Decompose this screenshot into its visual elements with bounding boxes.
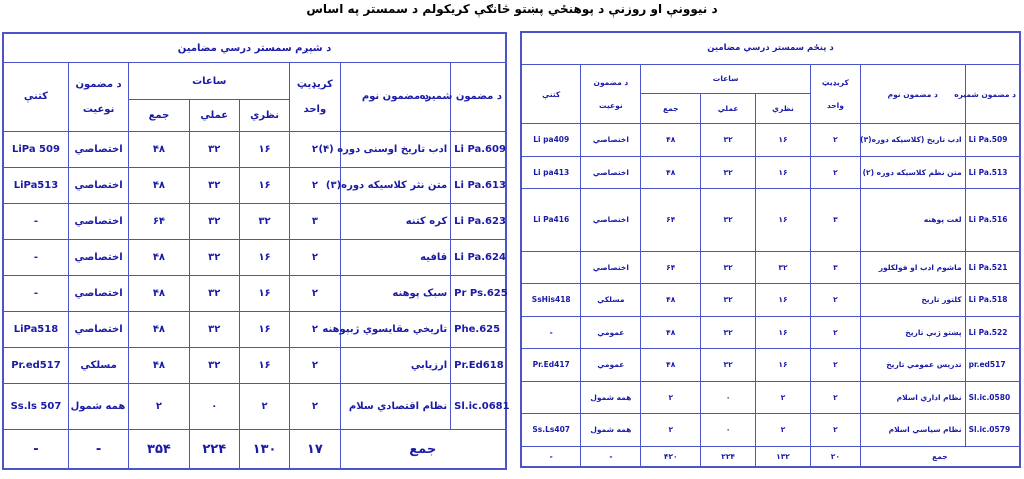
total-label: جمع: [340, 430, 506, 469]
total-label: جمع: [860, 446, 1020, 467]
course-theory: ۱۶: [756, 189, 811, 252]
course-remark: Pr.Ed417: [521, 349, 581, 381]
course-sum: ۲: [641, 381, 701, 413]
course-remark: Li pa413: [521, 156, 581, 188]
semester6-table: [2, 32, 510, 470]
course-row: [521, 124, 1020, 156]
course-remark: Li Pa416: [521, 189, 581, 252]
header-type: [68, 63, 128, 132]
course-credit: ۲: [810, 156, 860, 188]
course-type: عمومي: [581, 349, 641, 381]
course-remark: -: [3, 203, 68, 239]
course-name: تدریس عمومي تاریخ: [860, 349, 965, 381]
course-credit: ۲: [810, 414, 860, 447]
course-code: Phe.625: [451, 312, 506, 348]
course-remark: Ss.ls 507: [3, 384, 68, 430]
course-name: کره کتنه: [340, 203, 451, 239]
course-row: [521, 381, 1020, 413]
course-row: [521, 414, 1020, 447]
course-theory: ۱۶: [239, 131, 289, 167]
course-type: عمومي: [581, 316, 641, 348]
course-practical: ۳۲: [189, 203, 239, 239]
course-type: همه شمول: [581, 414, 641, 447]
total-practical: ۲۲۴: [189, 430, 239, 469]
course-practical: ۳۲: [701, 349, 756, 381]
course-remark: [521, 381, 581, 413]
course-code: Li Pa.513: [965, 156, 1020, 188]
course-theory: ۱۶: [756, 349, 811, 381]
course-name: ادب تاریخ اوسنی دوره (۴): [340, 131, 451, 167]
course-sum: ۶۴: [641, 189, 701, 252]
course-name: پښتو ژبې تاریخ: [860, 316, 965, 348]
course-code: Li Pa.609: [451, 131, 506, 167]
semester6-body: [3, 131, 510, 429]
header-credit-line2: واحد: [303, 103, 327, 115]
course-remark: SsHis418: [521, 284, 581, 316]
header-hours: ساعات: [641, 64, 811, 93]
header-remark: کتنې: [3, 63, 68, 132]
course-name: متن نظم کلاسیکه دوره (۲): [860, 156, 965, 188]
course-type: اختصاصي: [581, 124, 641, 156]
course-theory: ۱۶: [239, 348, 289, 384]
course-practical: ۳۲: [701, 189, 756, 252]
course-credit: ۲: [290, 348, 340, 384]
total-theory: ۱۳۰: [239, 430, 289, 469]
header-credit-line2: واحد: [826, 101, 844, 111]
course-credit: ۳: [810, 189, 860, 252]
course-remark: -: [521, 316, 581, 348]
course-remark: Li pa409: [521, 124, 581, 156]
course-theory: ۱۶: [756, 156, 811, 188]
course-remark: -: [3, 276, 68, 312]
course-theory: ۱۶: [756, 316, 811, 348]
header-credit: [810, 64, 860, 123]
course-theory: ۲: [756, 381, 811, 413]
course-name: تاریخي مقایسوي ژبپوهنه: [340, 312, 451, 348]
course-name: ادب تاریخ (کلاسیکه دوره(۳): [860, 124, 965, 156]
total-sum: ۳۵۴: [129, 430, 189, 469]
course-name: سبک پوهنه: [340, 276, 451, 312]
course-credit: ۲: [810, 349, 860, 381]
semester5-table: [520, 31, 1021, 468]
course-practical: ۰: [189, 384, 239, 430]
course-row: [3, 239, 506, 275]
course-theory: ۱۶: [239, 276, 289, 312]
course-name: نظام سیاسي اسلام: [860, 414, 965, 447]
header-sum: جمع: [129, 100, 189, 132]
course-sum: ۴۸: [129, 276, 189, 312]
course-name: ماشوم ادب او فولکلور: [860, 251, 965, 283]
header-code: د مضمون شمیره: [451, 63, 506, 132]
course-practical: ۳۲: [701, 156, 756, 188]
course-sum: ۴۸: [641, 349, 701, 381]
course-code: Li Pa.521: [965, 251, 1020, 283]
course-code: Sl.ic.0681: [451, 384, 506, 430]
course-type: اختصاصي: [68, 239, 128, 275]
header-credit: [290, 63, 340, 132]
semester6-total-row: [3, 430, 506, 469]
course-row: [3, 167, 506, 203]
course-sum: ۴۸: [641, 316, 701, 348]
header-practical: عملي: [701, 93, 756, 123]
course-remark: Pr.ed517: [3, 348, 68, 384]
course-code: Li Pa.518: [965, 284, 1020, 316]
course-type: مسلکي: [68, 348, 128, 384]
course-theory: ۳۲: [239, 203, 289, 239]
course-theory: ۲: [239, 384, 289, 430]
total-credit: ۲۰: [810, 446, 860, 467]
course-type: همه شمول: [581, 381, 641, 413]
course-remark: -: [3, 239, 68, 275]
total-theory: ۱۳۲: [756, 446, 811, 467]
header-theory: نظري: [756, 93, 811, 123]
course-name: نظام اقتصادي سلام: [340, 384, 451, 430]
course-name: متن نثر کلاسیکه دوره(۳): [340, 167, 451, 203]
course-theory: ۱۶: [756, 124, 811, 156]
header-remark: کتنې: [521, 64, 581, 123]
semester5-total-row: [521, 446, 1020, 467]
course-credit: ۲: [290, 239, 340, 275]
course-code: Li Pa.624: [451, 239, 506, 275]
course-row: [521, 189, 1020, 252]
course-remark: LiPa518: [3, 312, 68, 348]
course-row: [521, 251, 1020, 283]
course-credit: ۲: [810, 381, 860, 413]
course-code: pr.ed517: [965, 349, 1020, 381]
course-sum: ۴۸: [129, 348, 189, 384]
semester6-title: د شپږم سمستر درسي مضامین: [3, 33, 506, 63]
course-theory: ۳۲: [756, 251, 811, 283]
course-credit: ۲: [290, 312, 340, 348]
course-name: قافیه: [340, 239, 451, 275]
header-name: د مضمون نوم: [340, 63, 451, 132]
course-code: Pr Ps.625: [451, 276, 506, 312]
header-type-line2: نوعیت: [82, 103, 115, 115]
total-credit: ۱۷: [290, 430, 340, 469]
course-remark: Ss.Ls407: [521, 414, 581, 447]
course-theory: ۱۶: [756, 284, 811, 316]
course-practical: ۳۲: [189, 131, 239, 167]
course-credit: ۲: [810, 316, 860, 348]
course-code: Li Pa.623: [451, 203, 506, 239]
course-type: اختصاصي: [581, 251, 641, 283]
course-row: [521, 316, 1020, 348]
course-practical: ۳۲: [701, 124, 756, 156]
course-name: لغت پوهنه: [860, 189, 965, 252]
course-credit: ۲: [810, 124, 860, 156]
semester5-title: د پنځم سمستر درسي مضامین: [521, 32, 1020, 64]
course-type: اختصاصي: [68, 167, 128, 203]
course-sum: ۲: [129, 384, 189, 430]
course-sum: ۲: [641, 414, 701, 447]
header-type-line2: نوعیت: [599, 101, 623, 111]
course-row: [521, 284, 1020, 316]
course-code: Li Pa.509: [965, 124, 1020, 156]
course-credit: ۳: [290, 203, 340, 239]
course-remark: LiPa513: [3, 167, 68, 203]
course-code: Li Pa.522: [965, 316, 1020, 348]
course-theory: ۱۶: [239, 239, 289, 275]
course-code: Sl.ic.0580: [965, 381, 1020, 413]
course-code: Pr.Ed618: [451, 348, 506, 384]
course-row: [3, 312, 506, 348]
course-type: اختصاصي: [68, 203, 128, 239]
course-practical: ۰: [701, 414, 756, 447]
header-credit-line1: کریډیټ: [821, 78, 849, 88]
course-credit: ۲: [810, 284, 860, 316]
course-credit: ۲: [290, 167, 340, 203]
course-practical: ۳۲: [189, 167, 239, 203]
course-practical: ۳۲: [701, 284, 756, 316]
course-row: [3, 203, 506, 239]
total-remark: -: [521, 446, 581, 467]
course-code: Li Pa.613: [451, 167, 506, 203]
course-practical: ۳۲: [701, 251, 756, 283]
course-row: [521, 349, 1020, 381]
course-row: [3, 348, 506, 384]
course-credit: ۲: [290, 384, 340, 430]
course-row: [521, 156, 1020, 188]
page-title: د نیوونې او روزنې د پوهنځي پښتو څانګې کریکولم د سمستر په اساس: [306, 2, 718, 16]
course-practical: ۳۲: [189, 312, 239, 348]
course-sum: ۴۸: [129, 239, 189, 275]
course-remark: [521, 251, 581, 283]
header-code: د مضمون شمیره: [965, 64, 1020, 123]
header-credit-line1: کریډیټ: [296, 78, 333, 90]
semester5-body: [521, 124, 1020, 446]
course-practical: ۳۲: [189, 239, 239, 275]
header-hours: ساعات: [129, 63, 290, 100]
course-code: Li Pa.516: [965, 189, 1020, 252]
course-row: [3, 131, 506, 167]
course-sum: ۴۸: [641, 124, 701, 156]
course-credit: ۲: [290, 276, 340, 312]
course-sum: ۴۸: [641, 156, 701, 188]
total-type: -: [68, 430, 128, 469]
header-type-line1: د مضمون: [593, 78, 629, 88]
course-type: اختصاصي: [581, 156, 641, 188]
course-sum: ۴۸: [129, 312, 189, 348]
course-name: نظام اداري اسلام: [860, 381, 965, 413]
course-type: اختصاصي: [581, 189, 641, 252]
course-credit: ۳: [810, 251, 860, 283]
header-type-line1: د مضمون: [75, 78, 122, 90]
header-type: [581, 64, 641, 123]
total-sum: ۴۲۰: [641, 446, 701, 467]
course-name: کلتور تاریخ: [860, 284, 965, 316]
course-practical: ۳۲: [189, 348, 239, 384]
course-name: ارزیابي: [340, 348, 451, 384]
course-sum: ۴۸: [641, 284, 701, 316]
course-sum: ۴۸: [129, 167, 189, 203]
course-type: مسلکي: [581, 284, 641, 316]
course-type: اختصاصي: [68, 312, 128, 348]
course-theory: ۱۶: [239, 167, 289, 203]
course-code: Sl.ic.0579: [965, 414, 1020, 447]
course-row: [3, 276, 506, 312]
total-type: -: [581, 446, 641, 467]
course-type: اختصاصي: [68, 276, 128, 312]
course-row: [3, 384, 506, 430]
course-theory: ۲: [756, 414, 811, 447]
course-practical: ۳۲: [701, 316, 756, 348]
course-sum: ۶۴: [129, 203, 189, 239]
course-type: همه شمول: [68, 384, 128, 430]
course-theory: ۱۶: [239, 312, 289, 348]
header-practical: عملي: [189, 100, 239, 132]
total-practical: ۲۲۴: [701, 446, 756, 467]
header-name: د مضمون نوم: [860, 64, 965, 123]
course-remark: LiPa 509: [3, 131, 68, 167]
total-remark: -: [3, 430, 68, 469]
course-sum: ۴۸: [129, 131, 189, 167]
course-sum: ۶۴: [641, 251, 701, 283]
header-sum: جمع: [641, 93, 701, 123]
course-practical: ۳۲: [189, 276, 239, 312]
course-credit: ۲: [290, 131, 340, 167]
course-practical: ۰: [701, 381, 756, 413]
header-theory: نظري: [239, 100, 289, 132]
course-type: اختصاصي: [68, 131, 128, 167]
